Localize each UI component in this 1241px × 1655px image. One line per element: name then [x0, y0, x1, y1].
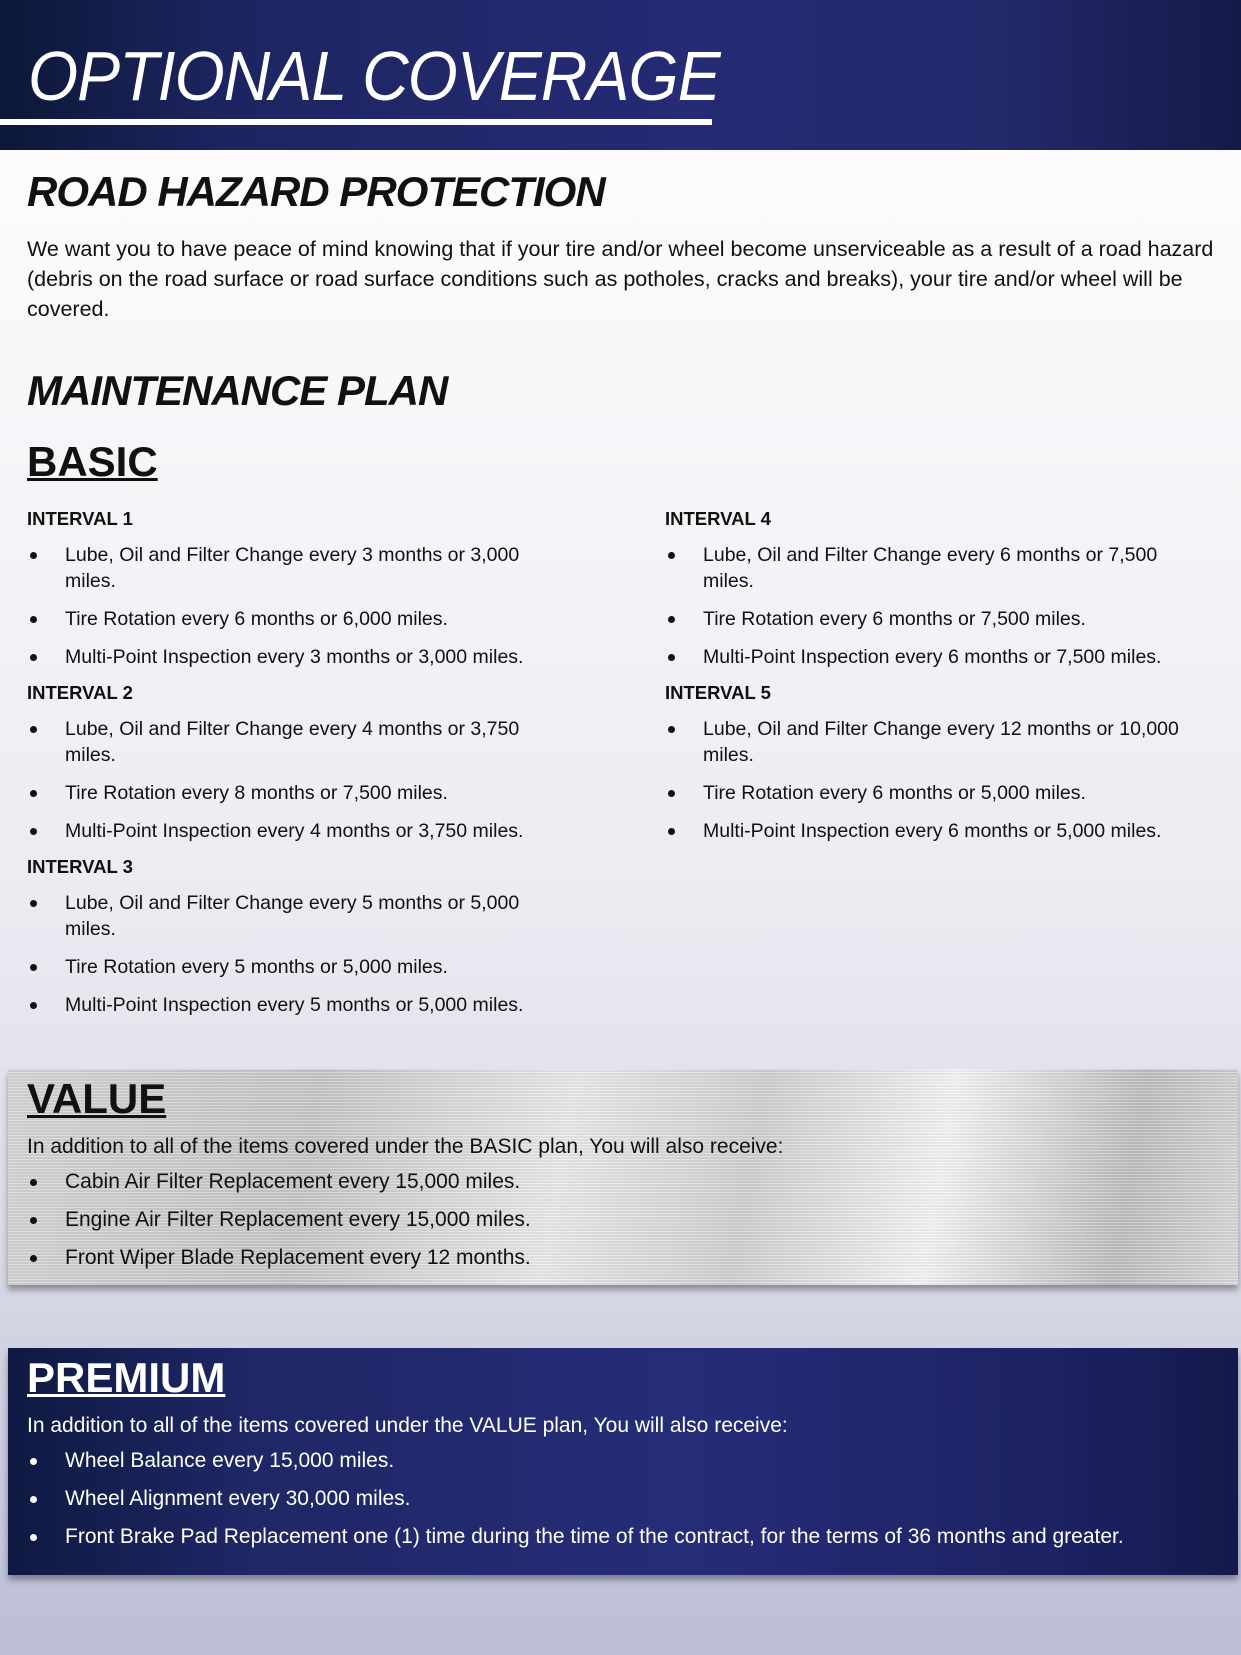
list-item: Tire Rotation every 8 months or 7,500 miles. — [27, 780, 547, 806]
list-item: Multi-Point Inspection every 6 months or 5,000 miles. — [665, 818, 1185, 844]
list-item: Multi-Point Inspection every 6 months or 7,500 miles. — [665, 644, 1185, 670]
interval-2 — [27, 682, 587, 844]
interval-5 — [665, 682, 1225, 844]
road-hazard-heading: ROAD HAZARD PROTECTION — [27, 168, 605, 215]
list-item: Lube, Oil and Filter Change every 12 months or 10,000 miles. — [665, 716, 1185, 768]
premium-plan-heading: PREMIUM — [27, 1354, 226, 1401]
list-item: Multi-Point Inspection every 3 months or 3,000 miles. — [27, 644, 547, 670]
road-hazard-text: We want you to have peace of mind knowing that if your tire and/or wheel become unserviceable as a result of a road hazard (debris on the road surface or road surface conditions such as potholes, cracks and breaks), your tire and/or wheel will be covered. — [27, 237, 1214, 321]
value-plan-intro: In addition to all of the items covered under the BASIC plan, You will also receive: — [27, 1135, 784, 1158]
list-item: Tire Rotation every 5 months or 5,000 miles. — [27, 954, 547, 980]
list-item: Engine Air Filter Replacement every 15,000 miles. — [27, 1207, 1207, 1233]
header-banner — [0, 0, 1241, 150]
list-item: Wheel Balance every 15,000 miles. — [27, 1448, 1207, 1474]
interval-label: INTERVAL 5 — [665, 682, 771, 703]
value-plan-heading: VALUE — [27, 1075, 167, 1122]
premium-plan-panel — [8, 1348, 1238, 1575]
interval-label: INTERVAL 2 — [27, 682, 133, 703]
list-item: Lube, Oil and Filter Change every 4 months or 3,750 miles. — [27, 716, 547, 768]
list-item: Cabin Air Filter Replacement every 15,000 miles. — [27, 1169, 1207, 1195]
interval-1 — [27, 508, 587, 670]
list-item: Lube, Oil and Filter Change every 6 months or 7,500 miles. — [665, 542, 1185, 594]
maintenance-plan-heading: MAINTENANCE PLAN — [27, 367, 448, 414]
interval-4 — [665, 508, 1225, 670]
interval-3 — [27, 856, 587, 1018]
interval-label: INTERVAL 4 — [665, 508, 771, 529]
intervals-column-right — [665, 508, 1225, 856]
page-title: OPTIONAL COVERAGE — [28, 37, 720, 115]
list-item: Lube, Oil and Filter Change every 3 months or 3,000 miles. — [27, 542, 547, 594]
intervals-column-left — [27, 508, 587, 1030]
basic-plan-heading: BASIC — [27, 438, 158, 485]
value-plan-panel — [8, 1069, 1238, 1285]
list-item: Tire Rotation every 6 months or 7,500 miles. — [665, 606, 1185, 632]
list-item: Lube, Oil and Filter Change every 5 months or 5,000 miles. — [27, 890, 547, 942]
premium-plan-intro: In addition to all of the items covered under the VALUE plan, You will also receive: — [27, 1414, 788, 1437]
list-item: Multi-Point Inspection every 4 months or 3,750 miles. — [27, 818, 547, 844]
title-underline — [0, 119, 712, 125]
list-item: Multi-Point Inspection every 5 months or 5,000 miles. — [27, 992, 547, 1018]
list-item: Tire Rotation every 6 months or 5,000 miles. — [665, 780, 1185, 806]
interval-label: INTERVAL 1 — [27, 508, 133, 529]
list-item: Tire Rotation every 6 months or 6,000 miles. — [27, 606, 547, 632]
list-item: Front Brake Pad Replacement one (1) time during the time of the contract, for the terms of 36 months and greater. — [27, 1524, 1207, 1550]
interval-label: INTERVAL 3 — [27, 856, 133, 877]
list-item: Front Wiper Blade Replacement every 12 months. — [27, 1245, 1207, 1271]
list-item: Wheel Alignment every 30,000 miles. — [27, 1486, 1207, 1512]
